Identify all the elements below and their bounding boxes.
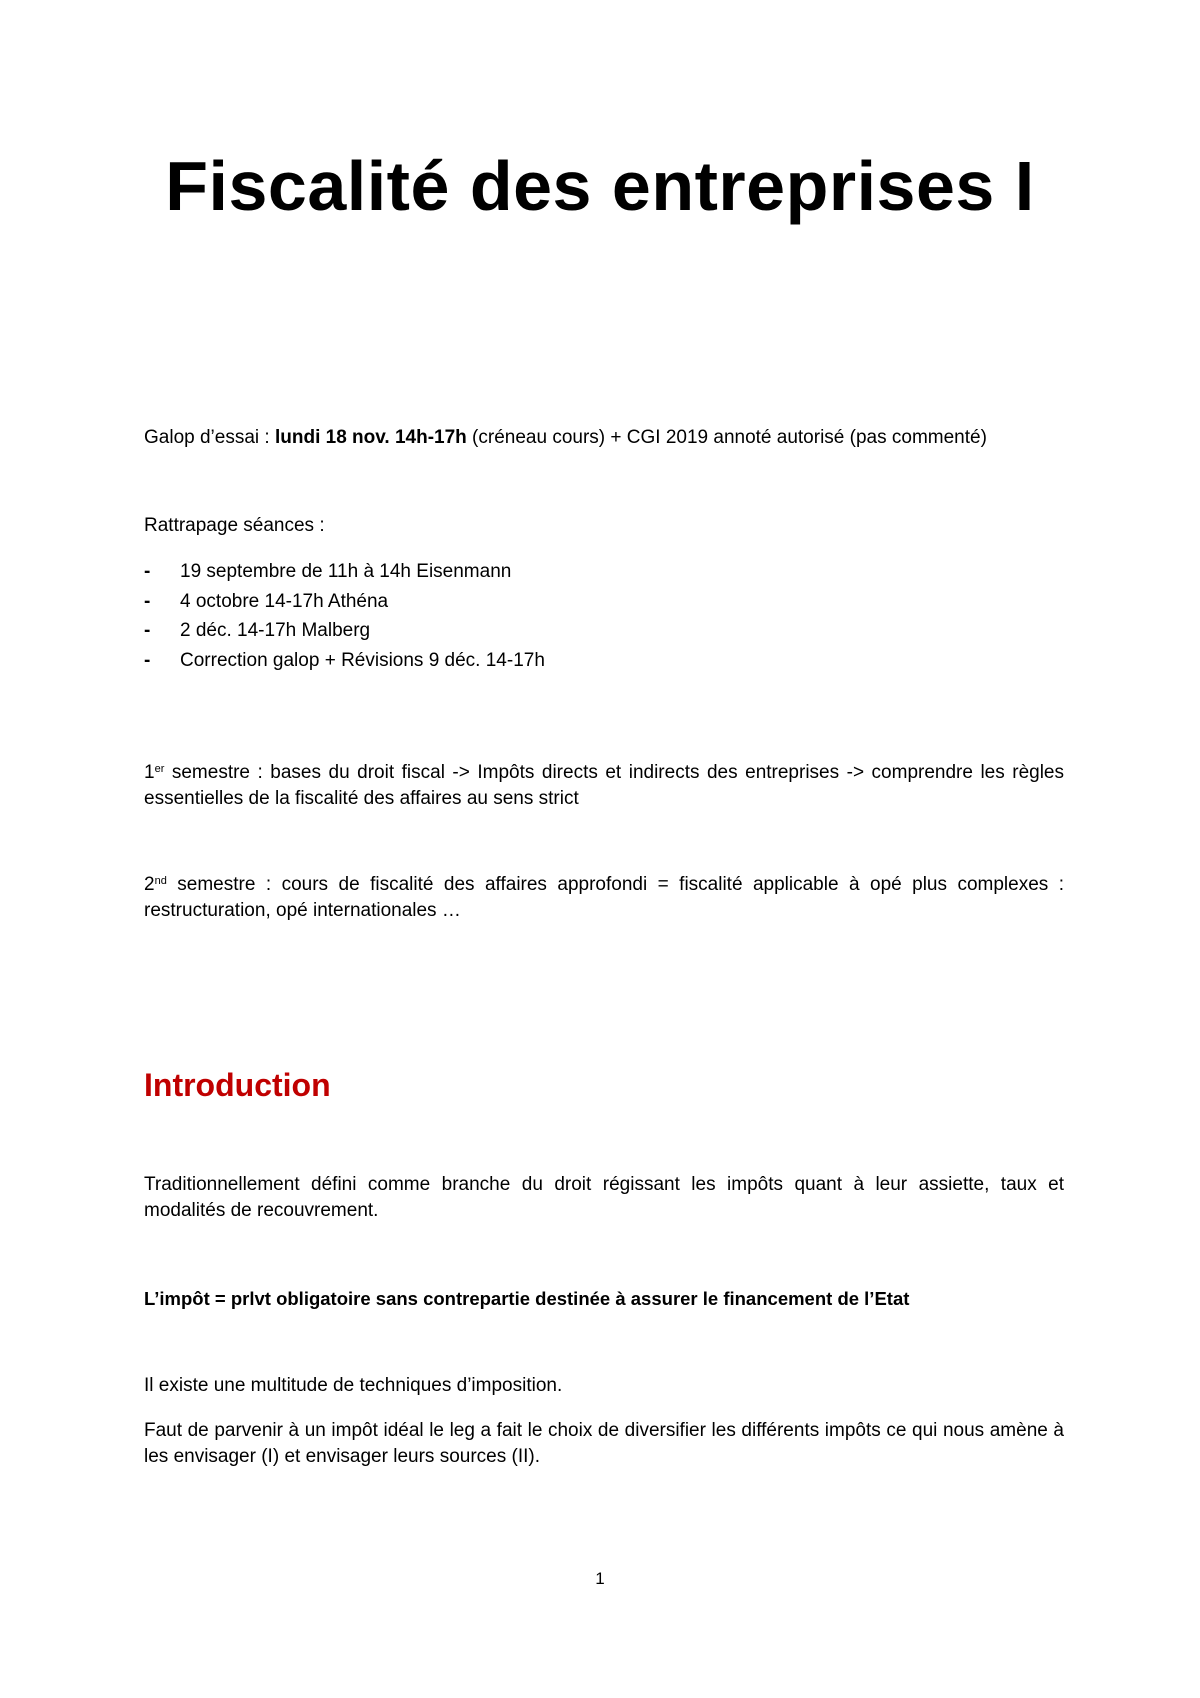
semestre-2-text: semestre : cours de fiscalité des affaires approfondi = fiscalité applicable à opé plus complexes : restructuration, opé internationales … <box>144 874 1064 921</box>
list-item <box>144 557 1064 587</box>
semestre-1-superscript: er <box>154 762 165 775</box>
semestre-1-paragraph <box>144 760 1064 812</box>
list-item-text: 4 octobre 14-17h Athéna <box>180 590 389 612</box>
galop-suffix: (créneau cours) + CGI 2019 annoté autorisé (pas commenté) <box>466 427 987 448</box>
bullet-dash: - <box>144 649 151 671</box>
list-item-text: 2 déc. 14-17h Malberg <box>180 620 371 641</box>
list-item-text: Correction galop + Révisions 9 déc. 14-17h <box>180 649 545 671</box>
list-item <box>144 646 1064 676</box>
list-item <box>144 616 1064 646</box>
list-item-text: 19 septembre de 11h à 14h Eisenmann <box>180 561 512 582</box>
page-number: 1 <box>595 1569 605 1588</box>
semestre-2-superscript: nd <box>154 874 167 887</box>
impot-definition: L’impôt = prlvt obligatoire sans contrepartie destinée à assurer le financement de l’Etat <box>144 1288 910 1309</box>
galop-prefix: Galop d’essai : <box>144 427 275 448</box>
semestre-1-number: 1 <box>144 762 155 783</box>
multitude-paragraph: Il existe une multitude de techniques d’imposition. <box>144 1375 563 1396</box>
diversification-paragraph: Faut de parvenir à un impôt idéal le leg a fait le choix de diversifier les différents impôts ce qui nous amène à les envisager (I) et envisager leurs sources (II). <box>144 1420 1064 1467</box>
introduction-paragraph: Traditionnellement défini comme branche du droit régissant les impôts quant à leur assiette, taux et modalités de recouvrement. <box>144 1174 1064 1221</box>
introduction-heading: Introduction <box>144 1067 331 1103</box>
rattrapage-label: Rattrapage séances : <box>144 515 325 536</box>
list-item <box>144 587 1064 617</box>
galop-paragraph <box>144 425 1064 451</box>
bullet-dash: - <box>144 590 151 612</box>
rattrapage-list <box>144 557 1064 675</box>
galop-date: lundi 18 nov. 14h-17h <box>274 427 467 448</box>
semestre-1-text: semestre : bases du droit fiscal -> Impôts directs et indirects des entreprises -> comprendre les règles essentielles de la fiscalité des affaires au sens strict <box>144 762 1064 809</box>
bullet-dash: - <box>144 561 151 582</box>
document-title: Fiscalité des entreprises I <box>165 147 1035 225</box>
bullet-dash: - <box>144 620 151 641</box>
semestre-2-paragraph <box>144 872 1064 924</box>
semestre-2-number: 2 <box>144 874 155 895</box>
